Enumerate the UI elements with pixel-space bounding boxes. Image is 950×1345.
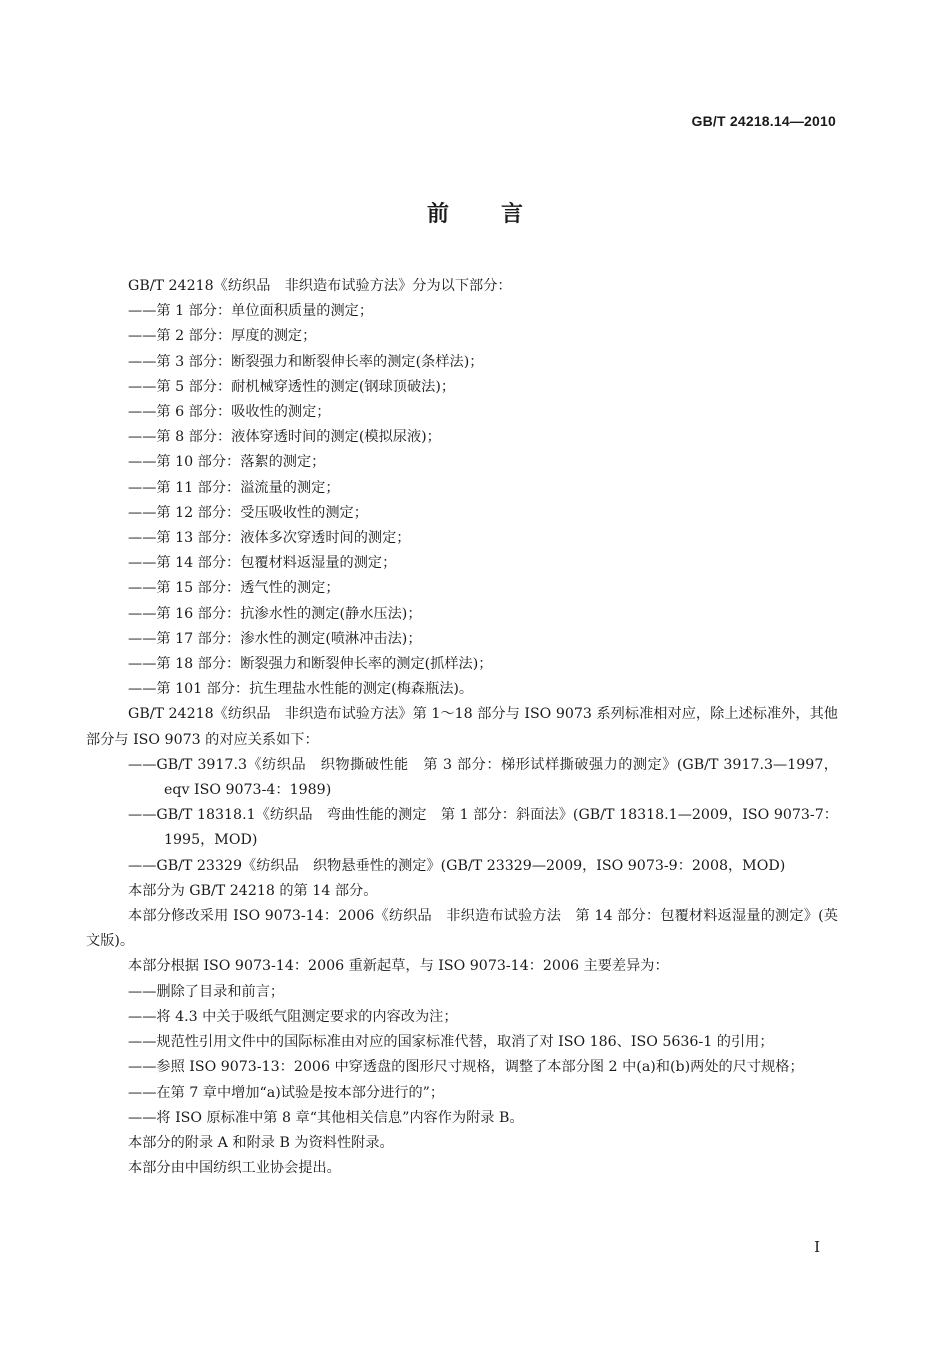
list-item: ——第 2 部分：厚度的测定； (128, 328, 317, 345)
list-item: ——第 16 部分：抗渗水性的测定(静水压法)； (128, 605, 422, 622)
adoption-paragraph: 本部分修改采用 ISO 9073-14：2006《纺织品 非织造布试验方法 第 14 部分：包覆材料返湿量的测定》(英文版)。 (86, 908, 838, 950)
differences-list (86, 980, 838, 1131)
list-item: ——第 6 部分：吸收性的测定； (128, 404, 331, 421)
standard-code: GB/T 24218.14—2010 (691, 113, 836, 129)
list-item: ——第 1 部分：单位面积质量的测定； (128, 303, 374, 320)
list-item: ——第 13 部分：液体多次穿透时间的测定； (128, 530, 411, 547)
annex-statement: 本部分的附录 A 和附录 B 为资料性附录。 (128, 1134, 394, 1151)
list-item: ——规范性引用文件中的国际标准由对应的国家标准代替，取消了对 ISO 186、ISO 5636-1 的引用； (128, 1034, 774, 1051)
list-item: ——第 11 部分：溢流量的测定； (128, 479, 340, 496)
list-item: ——在第 7 章中增加“a)试验是按本部分进行的”； (128, 1084, 445, 1101)
list-item: ——删除了目录和前言； (128, 983, 285, 1000)
differences-intro: 本部分根据 ISO 9073-14：2006 重新起草，与 ISO 9073-14：2006 主要差异为： (128, 958, 669, 975)
proposer-statement: 本部分由中国纺织工业协会提出。 (128, 1160, 341, 1177)
list-item: ——将 ISO 原标准中第 8 章“其他相关信息”内容作为附录 B。 (128, 1109, 524, 1126)
list-item: ——GB/T 18318.1《纺织品 弯曲性能的测定 第 1 部分：斜面法》(GB/T 18318.1—2009，ISO 9073-7：1995，MOD) (128, 807, 838, 849)
foreword-body (86, 274, 838, 1181)
part-statement: 本部分为 GB/T 24218 的第 14 部分。 (128, 882, 378, 899)
list-item: ——将 4.3 中关于吸纸气阻测定要求的内容改为注； (128, 1008, 458, 1025)
list-item: ——GB/T 3917.3《纺织品 织物撕破性能 第 3 部分：梯形试样撕破强力的测定》(GB/T 3917.3—1997，eqv ISO 9073-4：1989) (128, 756, 838, 799)
list-item: ——第 3 部分：断裂强力和断裂伸长率的测定(条样法)； (128, 353, 484, 370)
list-item: ——GB/T 23329《纺织品 织物悬垂性的测定》(GB/T 23329—2009，ISO 9073-9：2008，MOD) (128, 857, 786, 874)
list-item: ——第 15 部分：透气性的测定； (128, 580, 340, 597)
list-item: ——第 12 部分：受压吸收性的测定； (128, 504, 368, 521)
page-title: 前言 (426, 201, 575, 227)
list-item: ——第 10 部分：落絮的测定； (128, 454, 326, 471)
list-item: ——参照 ISO 9073-13：2006 中穿透盘的图形尺寸规格，调整了本部分图 2 中(a)和(b)两处的尺寸规格； (128, 1059, 804, 1076)
list-item: ——第 5 部分：耐机械穿透性的测定(钢球顶破法)； (128, 378, 456, 395)
correspondence-paragraph: GB/T 24218《纺织品 非织造布试验方法》第 1～18 部分与 ISO 9073 系列标准相对应，除上述标准外，其他部分与 ISO 9073 的对应关系如下： (86, 706, 838, 748)
intro-paragraph: GB/T 24218《纺织品 非织造布试验方法》分为以下部分： (128, 278, 512, 294)
page-number: I (814, 1238, 820, 1256)
parts-list (86, 299, 838, 702)
correspondence-list (86, 753, 838, 879)
list-item: ——第 101 部分：抗生理盐水性能的测定(梅森瓶法)。 (128, 681, 474, 698)
list-item: ——第 18 部分：断裂强力和断裂伸长率的测定(抓样法)； (128, 656, 493, 673)
list-item: ——第 17 部分：渗水性的测定(喷淋冲击法)； (128, 630, 422, 647)
list-item: ——第 8 部分：液体穿透时间的测定(模拟尿液)； (128, 429, 441, 446)
list-item: ——第 14 部分：包覆材料返湿量的测定； (128, 555, 397, 572)
